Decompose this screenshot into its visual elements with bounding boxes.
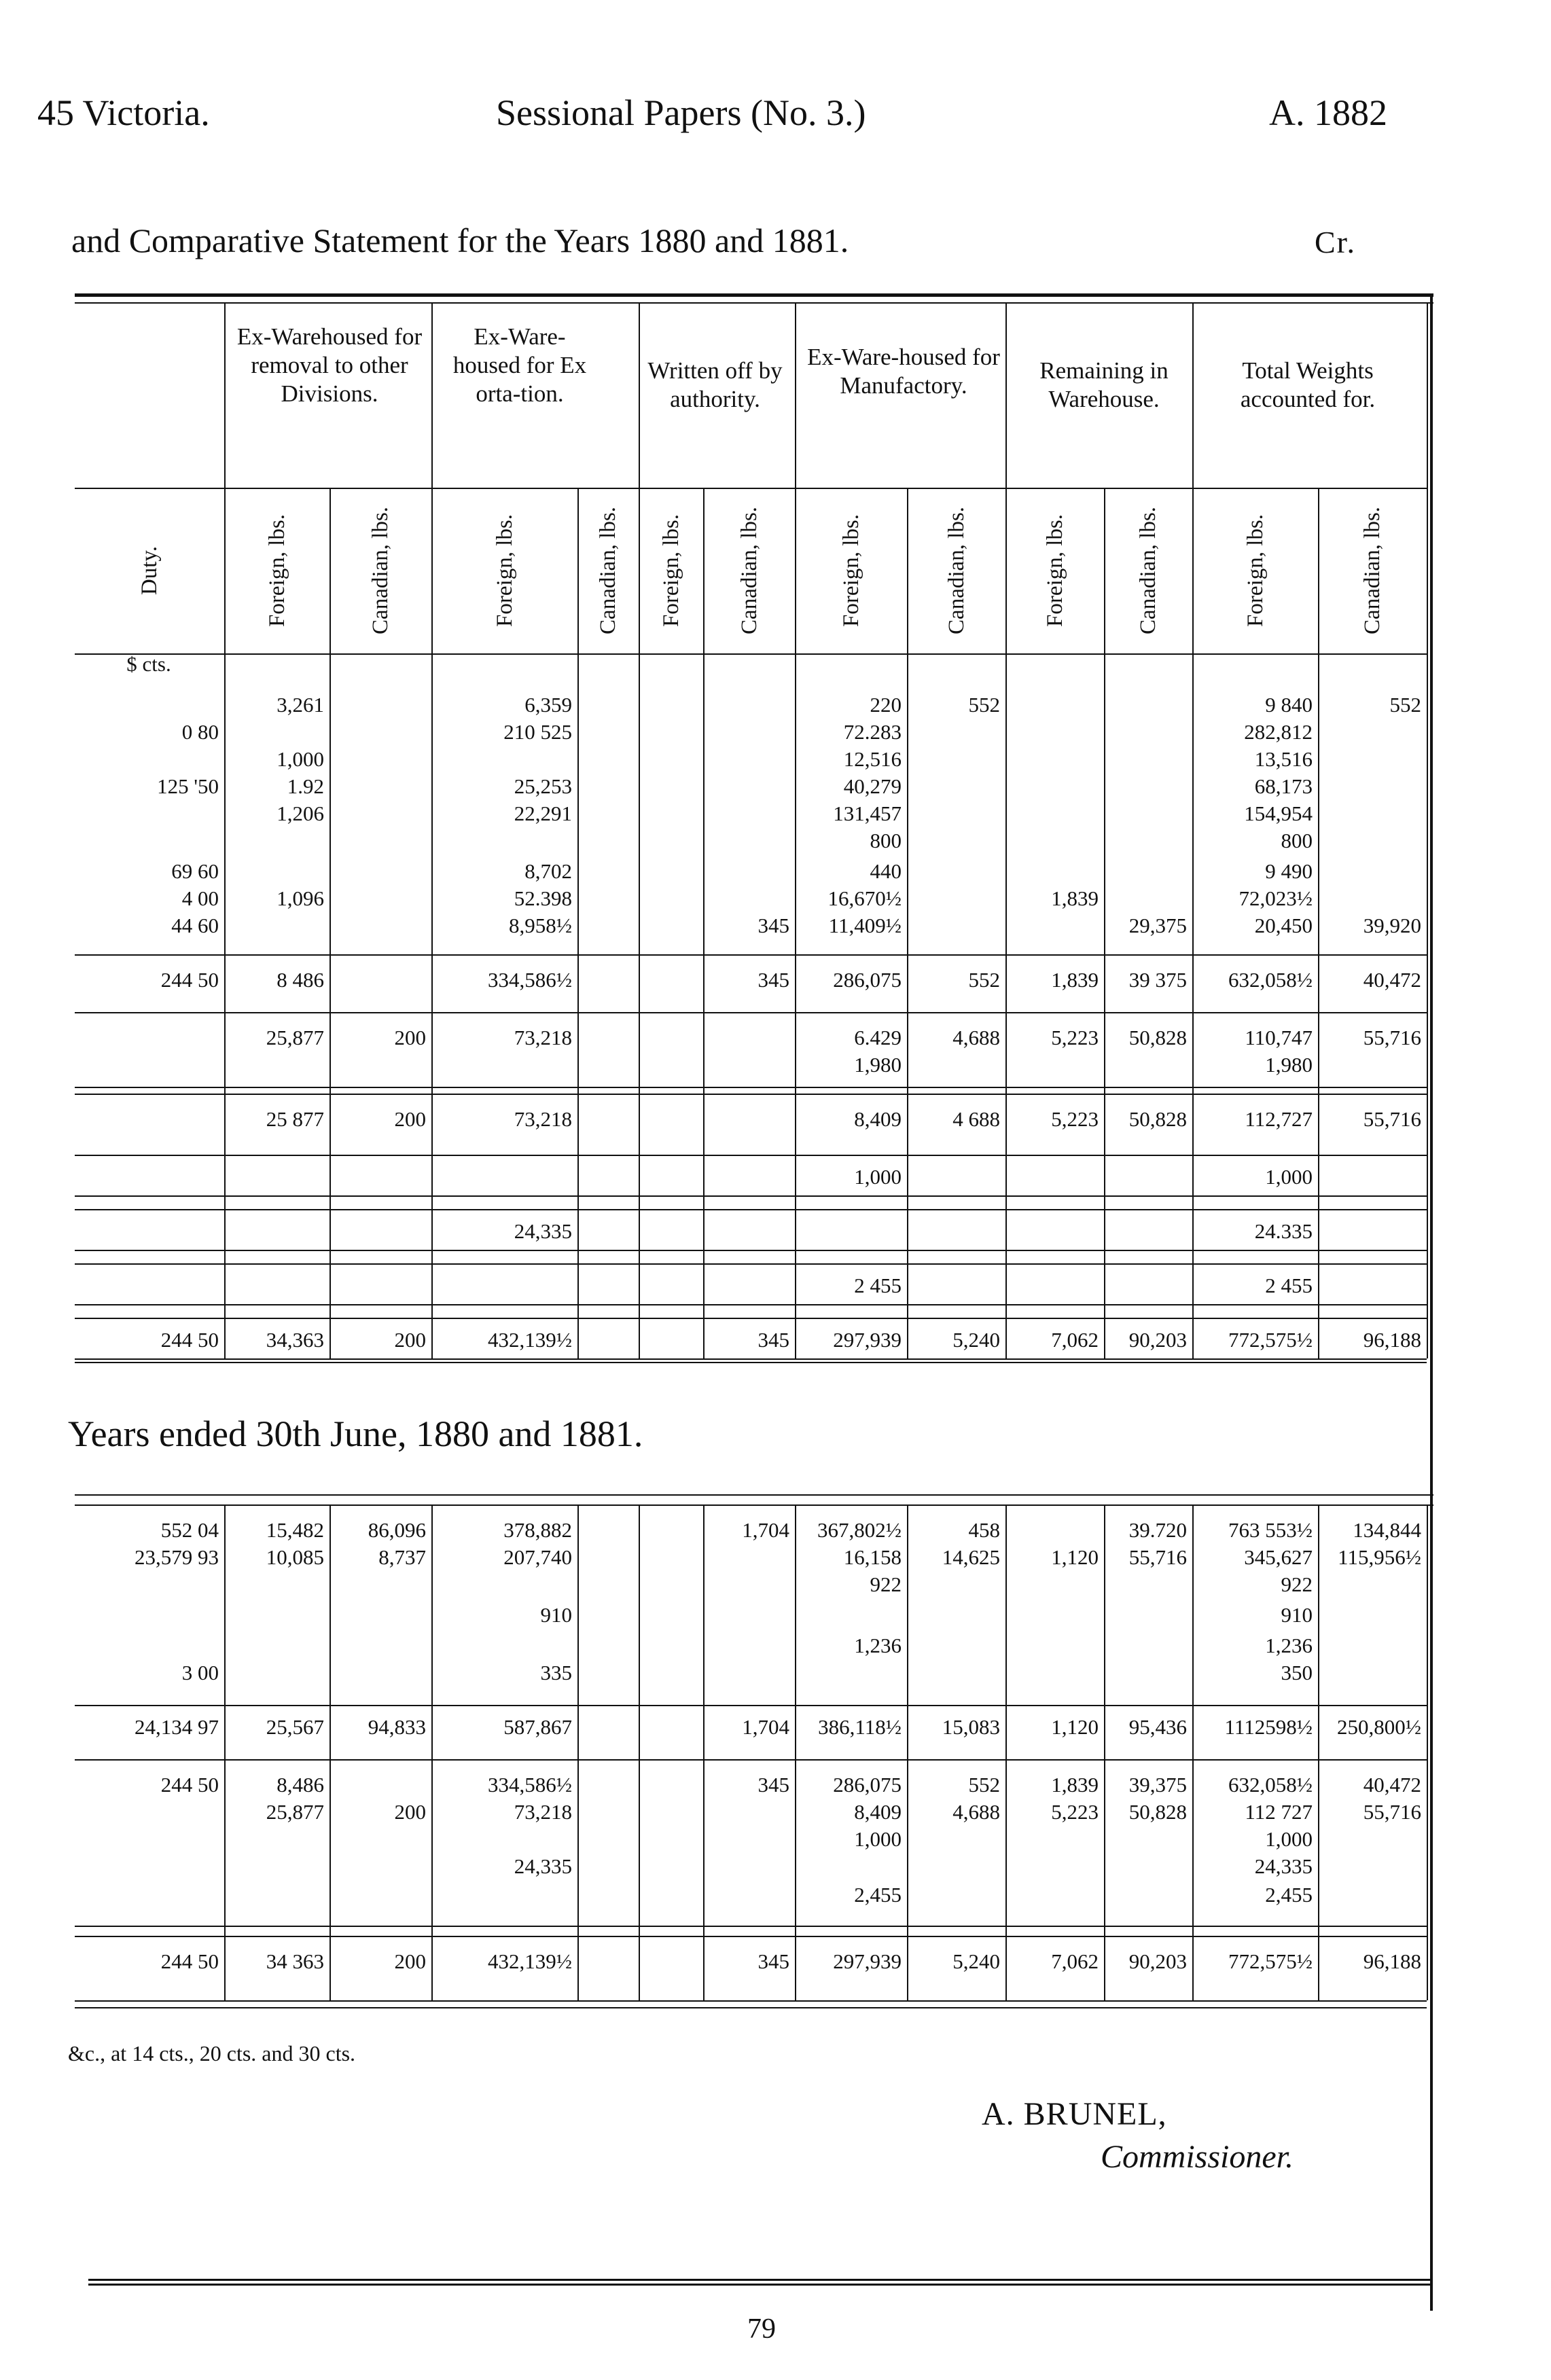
table-2-cell: 207,740	[503, 1545, 572, 1569]
table-1-cell: 800	[1281, 829, 1313, 852]
table-1-cell: 24.335	[1254, 1219, 1313, 1243]
table-2-cell: 1,236	[1265, 1634, 1313, 1657]
table-2-cell: 5,223	[1051, 1800, 1099, 1824]
table-2-cell: 922	[870, 1572, 902, 1596]
credit-mark: Cr.	[1315, 225, 1356, 259]
table-2-cell: 94,833	[368, 1715, 426, 1739]
table-2-cell: 335	[540, 1661, 572, 1684]
sub-header-foreign: Foreign, lbs.	[1243, 514, 1268, 627]
horizontal-rule	[75, 1759, 1427, 1761]
table-2-cell: 244 50	[160, 1949, 219, 1973]
table-1-cell: 52.398	[514, 886, 572, 910]
table-1-cell: 4 00	[181, 886, 219, 910]
table-1-cell: 1,980	[854, 1053, 902, 1077]
sub-header-canadian: Canadian, lbs.	[944, 507, 969, 634]
table-2-cell: 3 00	[181, 1661, 219, 1684]
table-1-cell: 131,457	[833, 801, 902, 825]
table-1-cell: 1,096	[277, 886, 324, 910]
table-1-cell: 1,000	[1265, 1165, 1313, 1189]
table-1-cell: 345	[757, 1328, 789, 1352]
table-1-cell: 552	[968, 968, 1000, 992]
table-1-cell: 44 60	[171, 914, 219, 937]
horizontal-rule	[75, 1094, 1427, 1095]
horizontal-rule	[75, 1705, 1427, 1706]
horizontal-rule	[75, 1926, 1427, 1927]
horizontal-rule	[75, 488, 1427, 489]
table-2-cell: 16,158	[843, 1545, 902, 1569]
table-2-cell: 90,203	[1128, 1949, 1187, 1973]
sub-header-foreign: Foreign, lbs.	[658, 514, 683, 627]
horizontal-rule	[75, 1504, 1433, 1506]
horizontal-rule	[75, 2000, 1427, 2002]
table-1-cell: 125 '50	[157, 774, 219, 798]
table-2-cell: 39.720	[1128, 1518, 1187, 1542]
table-1-cell: 16,670½	[827, 886, 902, 910]
col-group-written-off: Written off by authority.	[647, 357, 783, 412]
vertical-rule	[1318, 488, 1319, 1358]
table-1-cell: 72,023½	[1238, 886, 1313, 910]
table-2-cell: 345,627	[1244, 1545, 1313, 1569]
table-2-cell: 14,625	[942, 1545, 1000, 1569]
table-2-cell: 350	[1281, 1661, 1313, 1684]
horizontal-rule	[75, 1209, 1427, 1210]
vertical-rule	[907, 488, 908, 1358]
table-1-cell: 5,223	[1051, 1107, 1099, 1131]
table-1-cell: 96,188	[1363, 1328, 1421, 1352]
table-1-cell: 25,253	[514, 774, 572, 798]
sub-header-foreign: Foreign, lbs.	[838, 514, 863, 627]
footnote: &c., at 14 cts., 20 cts. and 30 cts.	[68, 2041, 356, 2066]
table-2-cell: 1112598½	[1224, 1715, 1313, 1739]
table-1-cell: 2 455	[854, 1274, 902, 1297]
table-2-cell: 772,575½	[1228, 1949, 1313, 1973]
table-1-cell: 40,279	[843, 774, 902, 798]
table-1-cell: 1,980	[1265, 1053, 1313, 1077]
table-2-cell: 286,075	[833, 1773, 902, 1797]
table-1-cell: 210 525	[503, 720, 572, 744]
table-2-cell: 24,335	[514, 1854, 572, 1878]
vertical-rule	[577, 488, 579, 1358]
table-1-cell: 6,359	[524, 693, 572, 717]
table-1-cell: 29,375	[1128, 914, 1187, 937]
table-2-cell: 4,688	[952, 1800, 1000, 1824]
vertical-rule	[1005, 302, 1007, 1358]
table-1-cell: 1,000	[854, 1165, 902, 1189]
table-2-cell: 334,586½	[488, 1773, 572, 1797]
table-1-cell: 220	[870, 693, 902, 717]
table-2-cell: 1,120	[1051, 1715, 1099, 1739]
table-1-cell: 22,291	[514, 801, 572, 825]
table-1-cell: 3,261	[277, 693, 324, 717]
table-2-cell: 345	[757, 1773, 789, 1797]
col-group-remaining: Remaining in Warehouse.	[1039, 357, 1169, 412]
table-1-cell: 0 80	[181, 720, 219, 744]
table-1-cell: $ cts.	[126, 652, 171, 676]
table-2-cell: 367,802½	[817, 1518, 902, 1542]
table-2-cell: 55,716	[1128, 1545, 1187, 1569]
table-1-cell: 244 50	[160, 968, 219, 992]
horizontal-rule	[88, 2284, 1430, 2286]
table-1-cell: 50,828	[1128, 1026, 1187, 1049]
horizontal-rule	[75, 653, 1427, 655]
table-2-cell: 10,085	[266, 1545, 324, 1569]
table-2-cell: 50,828	[1128, 1800, 1187, 1824]
table-2-cell: 40,472	[1363, 1773, 1421, 1797]
table-2-cell: 922	[1281, 1572, 1313, 1596]
page-number: 79	[747, 2313, 776, 2345]
table-1-cell: 432,139½	[488, 1328, 572, 1352]
signature-role: Commissioner.	[1101, 2139, 1294, 2175]
table-1-cell: 4 688	[952, 1107, 1000, 1131]
table-1-cell: 345	[757, 914, 789, 937]
col-group-ex-warehoused-manufactory: Ex-Ware-housed for Manufactory.	[807, 344, 1000, 399]
horizontal-rule	[75, 302, 1433, 304]
table-2-cell: 73,218	[514, 1800, 572, 1824]
table-2-cell: 95,436	[1128, 1715, 1187, 1739]
vertical-rule	[703, 488, 705, 1358]
table-1-cell: 68,173	[1254, 774, 1313, 798]
table-1-cell: 334,586½	[488, 968, 572, 992]
table-1-cell: 297,939	[833, 1328, 902, 1352]
vertical-rule	[1427, 302, 1428, 1358]
table-1-cell: 73,218	[514, 1107, 572, 1131]
table-2-cell: 1,704	[742, 1715, 789, 1739]
table-1-cell: 154,954	[1244, 801, 1313, 825]
table-1-cell: 39 375	[1128, 968, 1187, 992]
horizontal-rule	[88, 2279, 1430, 2281]
sub-header-duty: Duty.	[137, 545, 162, 596]
table-1-cell: 200	[394, 1026, 426, 1049]
horizontal-rule	[75, 1195, 1427, 1197]
table-1-cell: 632,058½	[1228, 968, 1313, 992]
table-1-cell: 1.92	[287, 774, 324, 798]
vertical-rule	[1430, 293, 1433, 2311]
table-1-cell: 11,409½	[828, 914, 902, 937]
vertical-rule	[1104, 488, 1105, 1358]
table-2-cell: 1,000	[1265, 1827, 1313, 1851]
table-2-cell: 24,134 97	[135, 1715, 219, 1739]
table-2-cell: 1,704	[742, 1518, 789, 1542]
table-2-cell: 250,800½	[1337, 1715, 1421, 1739]
table-1-cell: 552	[1389, 693, 1421, 717]
table-2-cell: 8,409	[854, 1800, 902, 1824]
table-2-cell: 200	[394, 1800, 426, 1824]
table-1-cell: 552	[968, 693, 1000, 717]
table-2-cell: 200	[394, 1949, 426, 1973]
table-1-cell: 12,516	[843, 747, 902, 771]
sub-header-foreign: Foreign, lbs.	[264, 514, 289, 627]
sub-header-canadian: Canadian, lbs.	[368, 507, 393, 634]
table-1-cell: 772,575½	[1228, 1328, 1313, 1352]
table-1-cell: 9 840	[1265, 693, 1313, 717]
vertical-rule	[224, 302, 226, 1358]
table-1-cell: 282,812	[1244, 720, 1313, 744]
table-2-cell: 55,716	[1363, 1800, 1421, 1824]
col-group-ex-warehoused-exportation: Ex-Ware-housed for Ex orta-tion.	[452, 323, 587, 407]
table-1-cell: 2 455	[1265, 1274, 1313, 1297]
sub-header-canadian: Canadian, lbs.	[596, 507, 620, 634]
table-1-cell: 200	[394, 1328, 426, 1352]
table-2-cell: 910	[1281, 1603, 1313, 1627]
sub-header-canadian: Canadian, lbs.	[736, 507, 762, 634]
table-2-cell: 632,058½	[1228, 1773, 1313, 1797]
running-header-left: 45 Victoria.	[37, 92, 210, 133]
section-title: Years ended 30th June, 1880 and 1881.	[68, 1413, 643, 1454]
table-1-cell: 8,958½	[509, 914, 572, 937]
table-2-cell: 15,083	[942, 1715, 1000, 1739]
table-1-cell: 286,075	[833, 968, 902, 992]
horizontal-rule	[75, 1087, 1427, 1088]
table-1-cell: 55,716	[1363, 1107, 1421, 1131]
table-2-cell: 34 363	[266, 1949, 324, 1973]
table-2-cell: 1,000	[854, 1827, 902, 1851]
table-2-cell: 910	[540, 1603, 572, 1627]
horizontal-rule	[75, 1155, 1427, 1156]
table-1-cell: 90,203	[1128, 1328, 1187, 1352]
table-2-cell: 552 04	[160, 1518, 219, 1542]
table-2-cell: 763 553½	[1228, 1518, 1313, 1542]
table-1-cell: 20,450	[1254, 914, 1313, 937]
table-1-cell: 13,516	[1254, 747, 1313, 771]
table-2-cell: 25,877	[266, 1800, 324, 1824]
table-1-cell: 110,747	[1245, 1026, 1313, 1049]
table-2-cell: 378,882	[503, 1518, 572, 1542]
sub-header-canadian: Canadian, lbs.	[1360, 507, 1385, 634]
table-2-cell: 244 50	[160, 1773, 219, 1797]
table-1-cell: 8,409	[854, 1107, 902, 1131]
table-2-cell: 8,486	[277, 1773, 324, 1797]
vertical-rule	[1427, 1504, 1428, 2000]
col-group-total-weights: Total Weights accounted for.	[1240, 357, 1376, 412]
col-group-ex-warehoused-removal: Ex-Warehoused for removal to other Divisions.	[236, 323, 423, 407]
horizontal-rule	[75, 1358, 1427, 1360]
table-1-cell: 9 490	[1265, 859, 1313, 883]
table-2-cell: 8,737	[378, 1545, 426, 1569]
table-2-cell: 39,375	[1128, 1773, 1187, 1797]
horizontal-rule	[75, 2007, 1427, 2008]
table-1-cell: 7,062	[1051, 1328, 1099, 1352]
table-2-cell: 7,062	[1051, 1949, 1099, 1973]
table-2-cell: 1,236	[854, 1634, 902, 1657]
sub-header-foreign: Foreign, lbs.	[1042, 514, 1067, 627]
vertical-rule	[329, 488, 331, 1358]
table-1-cell: 112,727	[1245, 1107, 1313, 1131]
sub-header-foreign: Foreign, lbs.	[492, 514, 517, 627]
table-2-cell: 5,240	[952, 1949, 1000, 1973]
horizontal-rule	[75, 1494, 1433, 1496]
table-2-cell: 345	[757, 1949, 789, 1973]
table-1-cell: 39,920	[1363, 914, 1421, 937]
vertical-rule	[639, 302, 640, 1358]
table-2-cell: 86,096	[368, 1518, 426, 1542]
horizontal-rule	[75, 293, 1433, 297]
horizontal-rule	[75, 1936, 1427, 1937]
table-2-cell: 15,482	[266, 1518, 324, 1542]
table-2-cell: 2,455	[854, 1883, 902, 1907]
table-1-cell: 1,000	[277, 747, 324, 771]
table-1-cell: 34,363	[266, 1328, 324, 1352]
table-2-cell: 96,188	[1363, 1949, 1421, 1973]
table-2-cell: 24,335	[1254, 1854, 1313, 1878]
table-2-cell: 134,844	[1353, 1518, 1421, 1542]
table-2-cell: 587,867	[503, 1715, 572, 1739]
table-1-cell: 200	[394, 1107, 426, 1131]
table-2-cell: 552	[968, 1773, 1000, 1797]
table-1-cell: 69 60	[171, 859, 219, 883]
table-2-cell: 2,455	[1265, 1883, 1313, 1907]
table-2-cell: 112 727	[1245, 1800, 1313, 1824]
table-1-cell: 244 50	[160, 1328, 219, 1352]
table-1-cell: 440	[870, 859, 902, 883]
table-1-cell: 5,240	[952, 1328, 1000, 1352]
table-1-cell: 40,472	[1363, 968, 1421, 992]
table-1-cell: 1,206	[277, 801, 324, 825]
horizontal-rule	[75, 1318, 1427, 1319]
table-1-cell: 55,716	[1363, 1026, 1421, 1049]
horizontal-rule	[75, 1362, 1427, 1363]
table-1-cell: 800	[870, 829, 902, 852]
vertical-rule	[1192, 302, 1194, 1358]
table-1-cell: 50,828	[1128, 1107, 1187, 1131]
table-2-cell: 432,139½	[488, 1949, 572, 1973]
table-2-cell: 25,567	[266, 1715, 324, 1739]
signature-name: A. BRUNEL,	[982, 2096, 1167, 2132]
table-1-cell: 8 486	[277, 968, 324, 992]
table-1-cell: 6.429	[854, 1026, 902, 1049]
table-1-cell: 25 877	[266, 1107, 324, 1131]
table-2-cell: 458	[968, 1518, 1000, 1542]
table-2-cell: 23,579 93	[135, 1545, 219, 1569]
vertical-rule	[431, 302, 433, 1358]
table-1-cell: 345	[757, 968, 789, 992]
table-1-cell: 73,218	[514, 1026, 572, 1049]
table-1-cell: 72.283	[843, 720, 902, 744]
horizontal-rule	[75, 1012, 1427, 1013]
running-header-center: Sessional Papers (No. 3.)	[496, 92, 866, 133]
vertical-rule	[795, 302, 796, 1358]
horizontal-rule	[75, 1250, 1427, 1251]
table-2-cell: 115,956½	[1338, 1545, 1421, 1569]
horizontal-rule	[75, 1304, 1427, 1305]
table-1-cell: 25,877	[266, 1026, 324, 1049]
table-1-cell: 24,335	[514, 1219, 572, 1243]
sub-header-canadian: Canadian, lbs.	[1136, 507, 1160, 634]
running-header-right: A. 1882	[1269, 92, 1387, 133]
page-title: and Comparative Statement for the Years 1880 and 1881.	[71, 221, 849, 259]
horizontal-rule	[75, 1263, 1427, 1265]
table-1-cell: 1,839	[1051, 886, 1099, 910]
table-1-cell: 8,702	[524, 859, 572, 883]
table-2-cell: 1,839	[1051, 1773, 1099, 1797]
table-1-cell: 4,688	[952, 1026, 1000, 1049]
horizontal-rule	[75, 954, 1427, 956]
table-2-cell: 386,118½	[818, 1715, 902, 1739]
table-1-cell: 5,223	[1051, 1026, 1099, 1049]
table-2-cell: 297,939	[833, 1949, 902, 1973]
table-2-cell: 1,120	[1051, 1545, 1099, 1569]
table-1-cell: 1,839	[1051, 968, 1099, 992]
